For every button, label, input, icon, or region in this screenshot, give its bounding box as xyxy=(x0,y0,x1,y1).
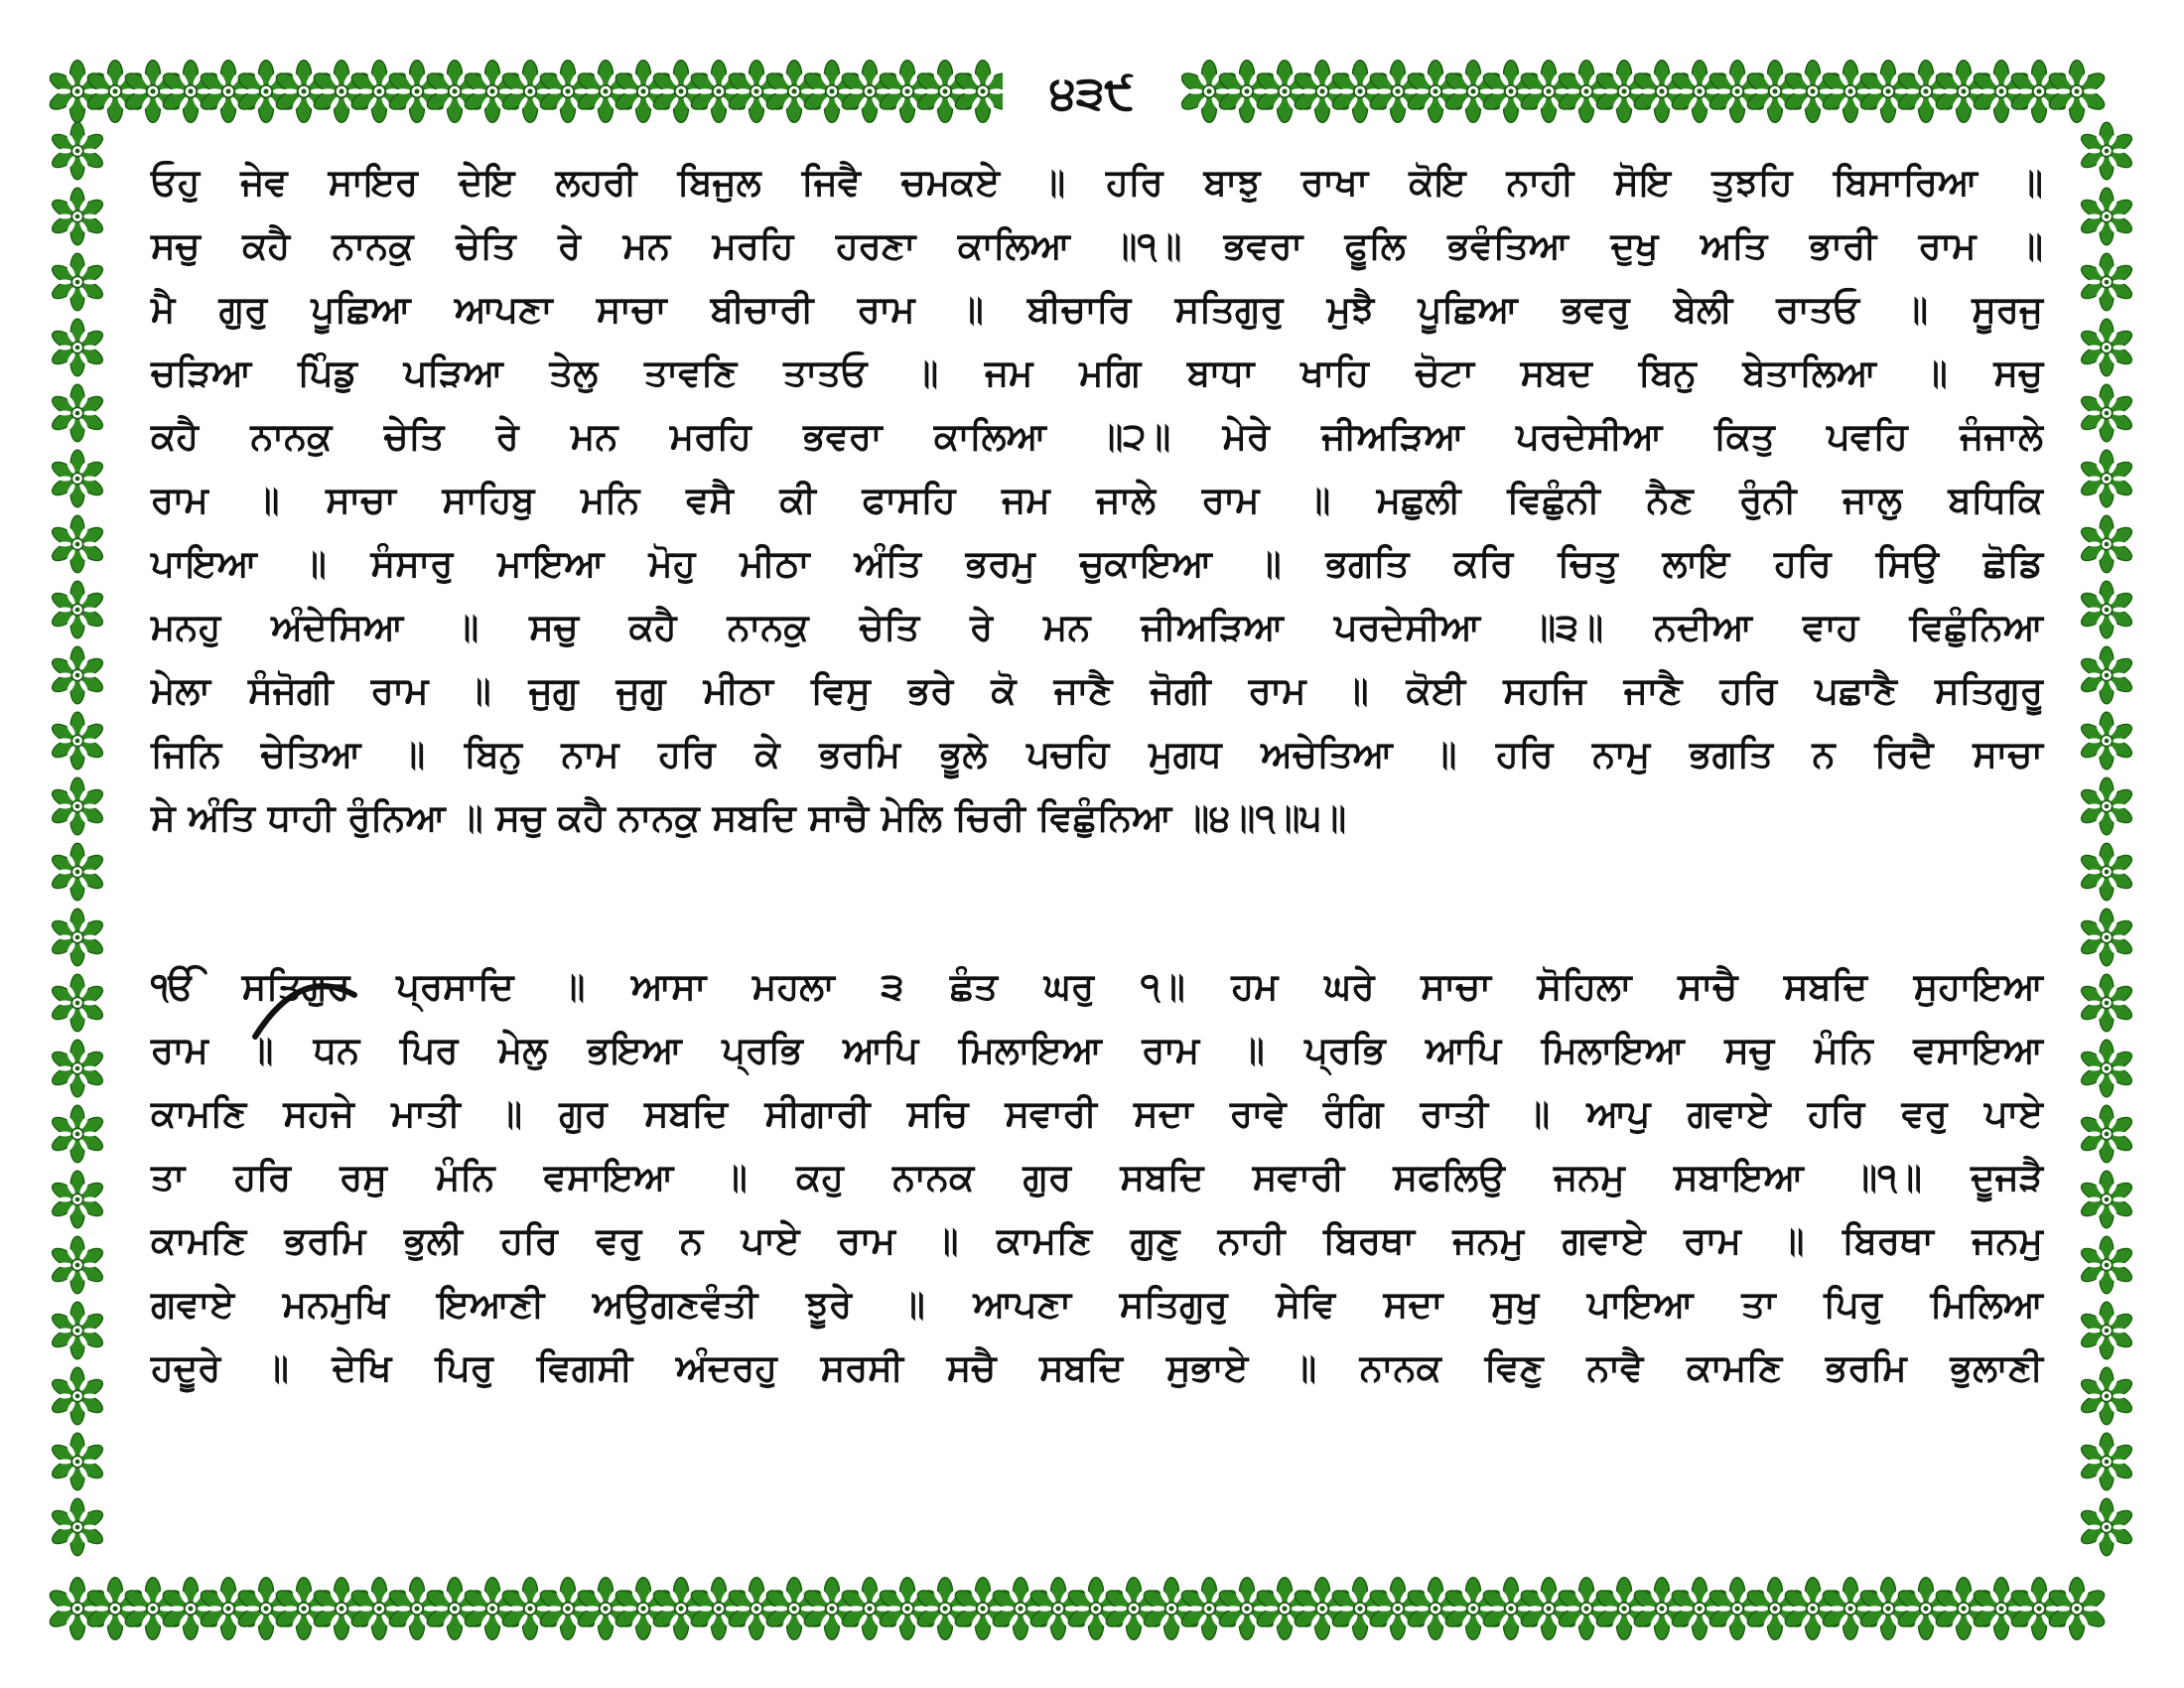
verse-line: ੴ ਸਤਿਗੁਰ ਪ੍ਰਸਾਦਿ ॥ ਆਸਾ ਮਹਲਾ ੩ ਛੰਤ ਘਰੁ ੧॥ ਹਮ ਘਰੇ ਸਾਚਾ ਸੋਹਿਲਾ ਸਾਚੈ ਸਬਦਿ ਸੁਹਾਇਆ xyxy=(151,965,2043,1008)
green-flower-icon xyxy=(2079,319,2135,376)
green-flower-icon xyxy=(2079,1367,2135,1425)
green-flower-icon xyxy=(50,909,106,966)
green-flower-icon xyxy=(2079,450,2135,507)
green-flower-icon xyxy=(50,450,106,507)
green-flower-icon xyxy=(2079,581,2135,638)
ik-onkar-arc-icon xyxy=(245,965,364,1045)
green-flower-icon xyxy=(2079,1040,2135,1097)
verse-line: ਗਵਾਏ ਮਨਮੁਖਿ ਇਆਣੀ ਅਉਗਣਵੰਤੀ ਝੂਰੇ ॥ ਆਪਣਾ ਸਤਿਗੁਰੁ ਸੇਵਿ ਸਦਾ ਸੁਖੁ ਪਾਇਆ ਤਾ ਪਿਰੁ ਮਿਲਿਆ xyxy=(151,1283,2043,1326)
green-flower-icon xyxy=(50,777,106,835)
page-number: ੪੩੯ xyxy=(1003,58,1181,127)
verse-line: ਕਾਮਣਿ ਸਹਜੇ ਮਾਤੀ ॥ ਗੁਰ ਸਬਦਿ ਸੀਗਾਰੀ ਸਚਿ ਸਵਾਰੀ ਸਦਾ ਰਾਵੇ ਰੰਗਿ ਰਾਤੀ ॥ ਆਪੁ ਗਵਾਏ ਹਰਿ ਵਰੁ ਪਾਏ xyxy=(151,1092,2043,1135)
green-flower-icon xyxy=(2079,384,2135,442)
verse-line: ਹਦੂਰੇ ॥ ਦੇਖਿ ਪਿਰੁ ਵਿਗਸੀ ਅੰਦਰਹੁ ਸਰਸੀ ਸਚੈ ਸਬਦਿ ਸੁਭਾਏ ॥ ਨਾਨਕ ਵਿਣੁ ਨਾਵੈ ਕਾਮਣਿ ਭਰਮਿ ਭੁਲਾਣੀ xyxy=(151,1346,2043,1389)
green-flower-icon xyxy=(50,712,106,770)
verse-line: ਮੈ ਗੁਰੁ ਪੂਛਿਆ ਆਪਣਾ ਸਾਚਾ ਬੀਚਾਰੀ ਰਾਮ ॥ ਬੀਚਾਰਿ ਸਤਿਗੁਰੁ ਮੁਝੈ ਪੂਛਿਆ ਭਵਰੁ ਬੇਲੀ ਰਾਤਓ ॥ ਸੂਰਜੁ xyxy=(151,288,2043,331)
section-gap xyxy=(151,850,2043,955)
verse-line: ਤਾ ਹਰਿ ਰਸੁ ਮੰਨਿ ਵਸਾਇਆ ॥ ਕਹੁ ਨਾਨਕ ਗੁਰ ਸਬਦਿ ਸਵਾਰੀ ਸਫਲਿਉ ਜਨਮੁ ਸਬਾਇਆ ॥੧॥ ਦੂਜੜੈ xyxy=(151,1156,2043,1198)
green-flower-icon xyxy=(50,581,106,638)
green-flower-icon xyxy=(50,1171,106,1228)
verse-line: ਰਾਮ ॥ ਸਾਚਾ ਸਾਹਿਬੁ ਮਨਿ ਵਸੈ ਕੀ ਫਾਸਹਿ ਜਮ ਜਾਲੇ ਰਾਮ ॥ ਮਛੁਲੀ ਵਿਛੁੰਨੀ ਨੈਣ ਰੁੰਨੀ ਜਾਲੁ ਬਧਿਕਿ xyxy=(151,479,2043,521)
green-flower-icon xyxy=(2079,1498,2135,1556)
green-flower-icon xyxy=(50,1302,106,1359)
green-flower-icon xyxy=(2079,1236,2135,1294)
green-flower-icon xyxy=(2079,777,2135,835)
verse-line: ਸਚੁ ਕਹੈ ਨਾਨਕੁ ਚੇਤਿ ਰੇ ਮਨ ਮਰਹਿ ਹਰਣਾ ਕਾਲਿਆ ॥੧॥ ਭਵਰਾ ਫੂਲਿ ਭਵੰਤਿਆ ਦੁਖੁ ਅਤਿ ਭਾਰੀ ਰਾਮ ॥ xyxy=(151,224,2043,267)
green-flower-icon xyxy=(2079,974,2135,1032)
scripture-text xyxy=(151,151,2043,1541)
green-flower-icon xyxy=(50,1236,106,1294)
verse-line: ਰਾਮ ॥ ਧਨ ਪਿਰ ਮੇਲੁ ਭਇਆ ਪ੍ਰਭਿ ਆਪਿ ਮਿਲਾਇਆ ਰਾਮ ॥ ਪ੍ਰਭਿ ਆਪਿ ਮਿਲਾਇਆ ਸਚੁ ਮੰਨਿ ਵਸਾਇਆ xyxy=(151,1029,2043,1071)
verse-line: ਕਾਮਣਿ ਭਰਮਿ ਭੁਲੀ ਹਰਿ ਵਰੁ ਨ ਪਾਏ ਰਾਮ ॥ ਕਾਮਣਿ ਗੁਣੁ ਨਾਹੀ ਬਿਰਥਾ ਜਨਮੁ ਗਵਾਏ ਰਾਮ ॥ ਬਿਰਥਾ ਜਨਮੁ xyxy=(151,1219,2043,1262)
green-flower-icon xyxy=(2079,188,2135,245)
green-flower-icon xyxy=(50,974,106,1032)
green-flower-icon xyxy=(2079,843,2135,901)
green-flower-icon xyxy=(50,188,106,245)
green-flower-icon xyxy=(2079,1105,2135,1163)
verse-line: ਸੇ ਅੰਤਿ ਧਾਹੀ ਰੁੰਨਿਆ ॥ ਸਚੁ ਕਹੈ ਨਾਨਕੁ ਸਬਦਿ ਸਾਚੈ ਮੇਲਿ ਚਿਰੀ ਵਿਛੁੰਨਿਆ ॥੪॥੧॥੫॥ xyxy=(151,796,1347,839)
verse-line: ਓਹੁ ਜੇਵ ਸਾਇਰ ਦੇਇ ਲਹਰੀ ਬਿਜੁਲ ਜਿਵੈ ਚਮਕਏ ॥ ਹਰਿ ਬਾਝੁ ਰਾਖਾ ਕੋਇ ਨਾਹੀ ਸੋਇ ਤੁਝਹਿ ਬਿਸਾਰਿਆ ॥ xyxy=(151,161,2043,204)
green-flower-icon xyxy=(50,1367,106,1425)
green-flower-icon xyxy=(50,1040,106,1097)
green-flower-icon xyxy=(50,253,106,311)
verse-section-1 xyxy=(151,151,2043,850)
green-flower-icon xyxy=(2079,646,2135,704)
green-flower-icon xyxy=(50,122,106,180)
green-flower-icon xyxy=(50,319,106,376)
green-flower-icon xyxy=(2079,253,2135,311)
verse-line: ਜਿਨਿ ਚੇਤਿਆ ॥ ਬਿਨੁ ਨਾਮ ਹਰਿ ਕੇ ਭਰਮਿ ਭੂਲੇ ਪਚਹਿ ਮੁਗਧ ਅਚੇਤਿਆ ॥ ਹਰਿ ਨਾਮੁ ਭਗਤਿ ਨ ਰਿਦੈ ਸਾਚਾ xyxy=(151,733,2043,775)
green-flower-icon xyxy=(50,384,106,442)
green-flower-icon xyxy=(50,515,106,573)
green-flower-icon xyxy=(50,843,106,901)
green-flower-icon xyxy=(50,1498,106,1556)
verse-line: ਪਾਇਆ ॥ ਸੰਸਾਰੁ ਮਾਇਆ ਮੋਹੁ ਮੀਠਾ ਅੰਤਿ ਭਰਮੁ ਚੁਕਾਇਆ ॥ ਭਗਤਿ ਕਰਿ ਚਿਤੁ ਲਾਇ ਹਰਿ ਸਿਉ ਛੋਡਿ xyxy=(151,542,2043,585)
green-flower-icon xyxy=(50,1433,106,1490)
green-flower-icon xyxy=(2079,1433,2135,1490)
green-flower-icon xyxy=(2079,1171,2135,1228)
green-flower-icon xyxy=(50,1105,106,1163)
verse-line: ਚੜਿਆ ਪਿੰਡੁ ਪੜਿਆ ਤੇਲੁ ਤਾਵਣਿ ਤਾਤਓ ॥ ਜਮ ਮਗਿ ਬਾਧਾ ਖਾਹਿ ਚੋਟਾ ਸਬਦ ਬਿਨੁ ਬੇਤਾਲਿਆ ॥ ਸਚੁ xyxy=(151,352,2043,394)
green-flower-icon xyxy=(2079,1302,2135,1359)
verse-section-2 xyxy=(151,955,2043,1400)
green-flower-icon xyxy=(2079,122,2135,180)
green-flower-icon xyxy=(2079,909,2135,966)
green-flower-icon xyxy=(2079,515,2135,573)
verse-line: ਮੇਲਾ ਸੰਜੋਗੀ ਰਾਮ ॥ ਜੁਗੁ ਜੁਗੁ ਮੀਠਾ ਵਿਸੁ ਭਰੇ ਕੋ ਜਾਣੈ ਜੋਗੀ ਰਾਮ ॥ ਕੋਈ ਸਹਜਿ ਜਾਣੈ ਹਰਿ ਪਛਾਣੈ ਸਤਿਗੁਰੂ xyxy=(151,669,2043,712)
verse-line: ਕਹੈ ਨਾਨਕੁ ਚੇਤਿ ਰੇ ਮਨ ਮਰਹਿ ਭਵਰਾ ਕਾਲਿਆ ॥੨॥ ਮੇਰੇ ਜੀਅੜਿਆ ਪਰਦੇਸੀਆ ਕਿਤੁ ਪਵਹਿ ਜੰਜਾਲੇ xyxy=(151,415,2043,458)
green-flower-icon xyxy=(50,646,106,704)
verse-line: ਮਨਹੁ ਅੰਦੇਸਿਆ ॥ ਸਚੁ ਕਹੈ ਨਾਨਕੁ ਚੇਤਿ ਰੇ ਮਨ ਜੀਅੜਿਆ ਪਰਦੇਸੀਆ ॥੩॥ ਨਦੀਆ ਵਾਹ ਵਿਛੁੰਨਿਆ xyxy=(151,606,2043,648)
green-flower-icon xyxy=(2079,712,2135,770)
